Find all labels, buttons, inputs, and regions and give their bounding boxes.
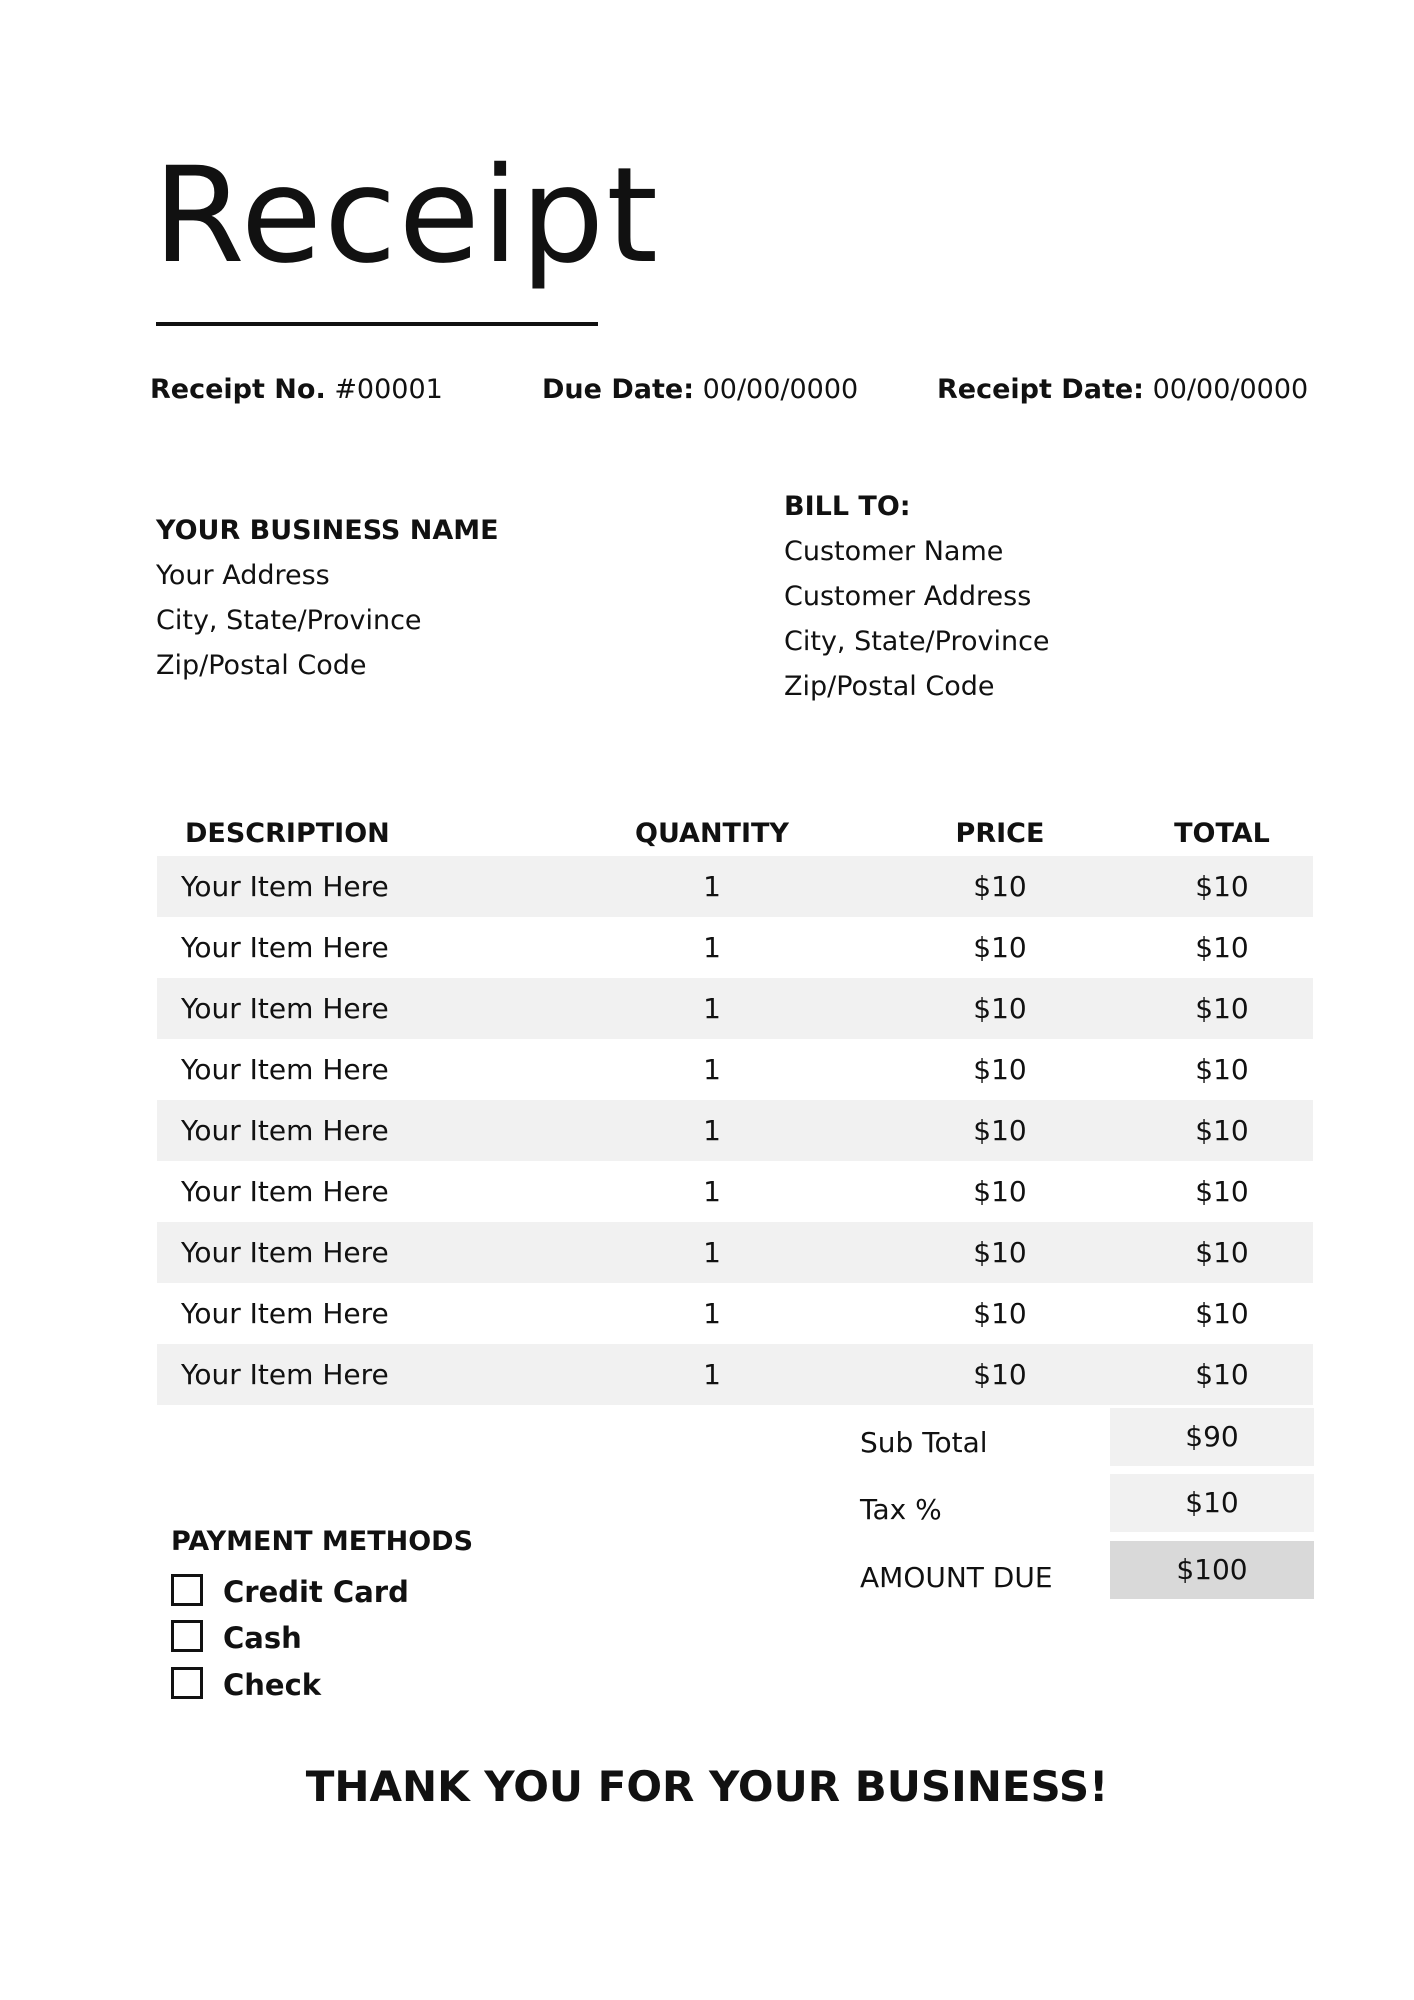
table-row [157,1222,1313,1283]
tax-value: $10 [1110,1474,1314,1532]
credit-card-checkbox[interactable] [171,1574,203,1606]
business-name: YOUR BUSINESS NAME [156,515,499,546]
table-row [157,1100,1313,1161]
cell-quantity: 1 [703,1358,721,1391]
receipt-date-value: 00/00/0000 [1152,374,1309,405]
customer-city: City, State/Province [784,626,1050,657]
cell-total: $10 [1195,1175,1249,1208]
cell-total: $10 [1195,992,1249,1025]
cell-quantity: 1 [703,1297,721,1330]
tax-label: Tax % [860,1493,942,1526]
table-row [157,917,1313,978]
table-row [157,1161,1313,1222]
cell-quantity: 1 [703,931,721,964]
cell-quantity: 1 [703,1053,721,1086]
subtotal-value: $90 [1110,1408,1314,1466]
cell-price: $10 [973,1053,1027,1086]
header-quantity: QUANTITY [635,818,789,849]
cash-checkbox[interactable] [171,1620,203,1652]
header-total: TOTAL [1174,818,1270,849]
check-label: Check [223,1668,322,1702]
due-date-label: Due Date: [542,374,694,405]
business-block [156,508,499,688]
amount-due-value: $100 [1110,1541,1314,1599]
cell-description: Your Item Here [181,870,389,903]
cell-description: Your Item Here [181,1358,389,1391]
check-checkbox[interactable] [171,1667,203,1699]
cell-price: $10 [973,870,1027,903]
items-table-header [157,812,1313,856]
business-city: City, State/Province [156,605,422,636]
table-row [157,1344,1313,1405]
cell-price: $10 [973,1236,1027,1269]
amount-due-label: AMOUNT DUE [860,1561,1053,1594]
bill-to-block [784,484,1050,709]
receipt-number [150,374,443,405]
cell-quantity: 1 [703,1236,721,1269]
cell-quantity: 1 [703,992,721,1025]
cell-quantity: 1 [703,870,721,903]
cell-quantity: 1 [703,1114,721,1147]
cell-description: Your Item Here [181,1175,389,1208]
cell-total: $10 [1195,870,1249,903]
payment-methods-heading: PAYMENT METHODS [171,1526,474,1557]
cell-description: Your Item Here [181,1053,389,1086]
thank-you-message: THANK YOU FOR YOUR BUSINESS! [305,1762,1109,1811]
due-date-value: 00/00/0000 [702,374,859,405]
cell-price: $10 [973,1297,1027,1330]
cell-description: Your Item Here [181,1236,389,1269]
cell-total: $10 [1195,1297,1249,1330]
receipt-number-value: #00001 [334,374,443,405]
header-description: DESCRIPTION [185,818,390,849]
bill-to-heading: BILL TO: [784,491,911,522]
cell-description: Your Item Here [181,992,389,1025]
receipt-date [937,374,1308,405]
table-row [157,856,1313,917]
credit-card-label: Credit Card [223,1575,409,1609]
customer-name: Customer Name [784,536,1004,567]
cell-description: Your Item Here [181,1297,389,1330]
table-row [157,1039,1313,1100]
cell-total: $10 [1195,1236,1249,1269]
cell-price: $10 [973,1358,1027,1391]
title-underline [156,322,598,326]
table-row [157,1283,1313,1344]
receipt-number-label: Receipt No. [150,374,326,405]
customer-zip: Zip/Postal Code [784,671,995,702]
cell-total: $10 [1195,1358,1249,1391]
cell-price: $10 [973,1114,1027,1147]
subtotal-label: Sub Total [860,1426,988,1459]
items-table [157,856,1313,1405]
page-title: Receipt [153,139,661,293]
cell-total: $10 [1195,1053,1249,1086]
cell-price: $10 [973,992,1027,1025]
header-price: PRICE [955,818,1045,849]
cell-description: Your Item Here [181,931,389,964]
customer-address: Customer Address [784,581,1032,612]
table-row [157,978,1313,1039]
cell-price: $10 [973,931,1027,964]
cell-total: $10 [1195,931,1249,964]
receipt-date-label: Receipt Date: [937,374,1144,405]
cell-quantity: 1 [703,1175,721,1208]
due-date [542,374,858,405]
cell-description: Your Item Here [181,1114,389,1147]
business-address: Your Address [156,560,330,591]
cash-label: Cash [223,1621,302,1655]
cell-price: $10 [973,1175,1027,1208]
cell-total: $10 [1195,1114,1249,1147]
business-zip: Zip/Postal Code [156,650,367,681]
